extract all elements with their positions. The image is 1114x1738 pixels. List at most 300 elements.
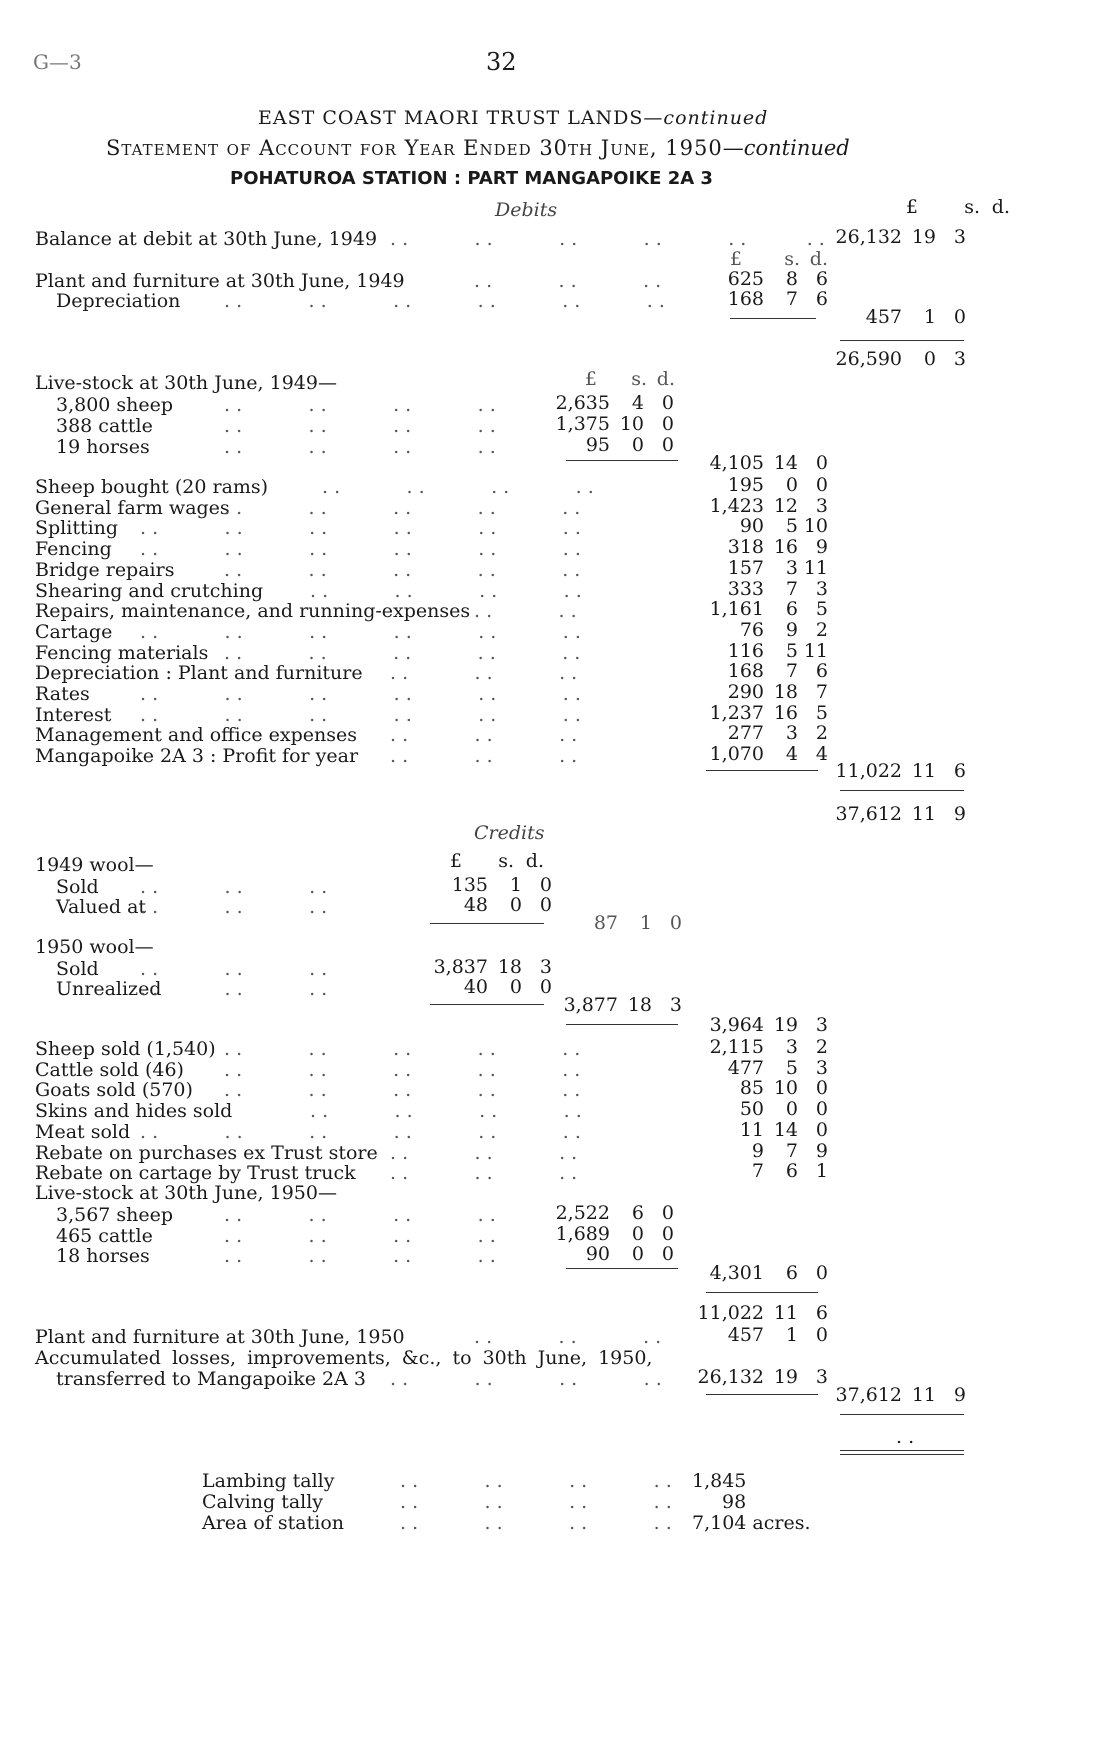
amount-pence: 2 xyxy=(815,618,828,641)
amount-shillings: 0 xyxy=(631,1243,644,1265)
amount-pence: 0 xyxy=(815,1077,828,1100)
credit-item-row-amount xyxy=(688,1160,828,1183)
amount-pence: 3 xyxy=(815,577,828,600)
credit-accum-amount xyxy=(688,1366,828,1389)
heading-line2-text: Statement of Account for Year Ended 30th June, 1950 xyxy=(106,136,723,160)
rule xyxy=(706,770,818,771)
credit-wool1950-label: 1950 wool— xyxy=(35,936,154,958)
credit-wool1949-net xyxy=(530,912,682,935)
credit-wool-total xyxy=(688,1014,828,1037)
col-head-s: s. xyxy=(784,248,800,270)
leader-dots: . . . . . . xyxy=(140,978,328,1000)
amount-shillings: 1 xyxy=(509,874,522,896)
leader-dots: . . . . . . . . xyxy=(224,1224,496,1247)
debit-item-row-label: Rates xyxy=(35,683,90,705)
amount-pounds: 9 xyxy=(751,1139,764,1162)
leader-dots: . . . . . . . . . . . . xyxy=(140,703,581,726)
col-head-d: d. xyxy=(525,850,544,872)
leader-dots: . . . . . . . . . . . . xyxy=(140,538,581,561)
leader-dots: . . . . . . . . xyxy=(400,1512,672,1534)
amount-pounds: 11 xyxy=(739,1118,764,1141)
amount-pounds: 11,022 xyxy=(697,1302,764,1324)
leader-dots: . . . . . . . . xyxy=(310,1100,582,1123)
leader-dots: . . . . xyxy=(474,600,577,623)
amount-pence: 0 xyxy=(661,413,674,435)
amount-pence: 0 xyxy=(661,1243,674,1265)
amount-pounds: 2,522 xyxy=(555,1202,610,1224)
debit-item-row-label: Fencing materials xyxy=(35,641,209,664)
amount-shillings: 9 xyxy=(785,618,798,641)
leader-dots: . . . . . . xyxy=(390,724,578,747)
debit-item-row-amount xyxy=(688,619,828,642)
rule xyxy=(840,1450,964,1451)
amount-pounds: 2,115 xyxy=(709,1036,764,1058)
rule xyxy=(706,1394,818,1395)
col-head-l: £ xyxy=(584,368,597,390)
amount-pounds: 40 xyxy=(463,976,488,998)
credit-wool1949-row-label: Sold xyxy=(56,876,99,898)
amount-pounds: 168 xyxy=(727,288,764,310)
amount-shillings: 0 xyxy=(785,474,798,496)
amount-pence: 3 xyxy=(953,226,966,248)
debit-balance-label: Balance at debit at 30th June, 1949 xyxy=(35,228,378,250)
col-head-l: £ xyxy=(729,248,742,270)
heading-line1-text: EAST COAST MAORI TRUST LANDS xyxy=(258,107,644,129)
amount-shillings: 1 xyxy=(923,306,936,328)
amount-pence: 5 xyxy=(815,598,828,621)
debit-livestock-label: Live-stock at 30th June, 1949— xyxy=(35,372,337,394)
amount-pounds: 157 xyxy=(727,556,764,579)
amount-shillings: 19 xyxy=(911,226,936,248)
amount-pounds: 135 xyxy=(451,874,488,896)
amount-pence: 0 xyxy=(815,1262,828,1284)
amount-pounds: 90 xyxy=(585,1243,610,1265)
amount-pence: 3 xyxy=(815,1366,828,1388)
debit-livestock-total xyxy=(688,452,828,475)
amount-pence: 11 xyxy=(803,556,828,579)
credit-wool1950-row-label: Unrealized xyxy=(56,978,162,1000)
amount-pounds: 195 xyxy=(727,474,764,496)
debit-plant-label: Plant and furniture at 30th June, 1949 xyxy=(35,270,405,292)
debit-item-row-amount xyxy=(688,722,828,745)
amount-pence: 6 xyxy=(953,760,966,782)
leader-dots: . . . . . . . . . . . . xyxy=(140,620,581,643)
amount-pounds: 1,161 xyxy=(709,598,764,621)
rule xyxy=(566,460,678,461)
col-head-d: d. xyxy=(809,248,828,270)
amount-pence: 2 xyxy=(815,722,828,745)
debit-item-row-amount xyxy=(688,557,828,580)
amount-shillings: 6 xyxy=(785,1160,798,1183)
tally-label: Calving tally xyxy=(202,1491,324,1513)
amount-shillings: 11 xyxy=(911,1384,936,1406)
amount-shillings: 14 xyxy=(773,1118,798,1141)
amount-shillings: 10 xyxy=(773,1077,798,1100)
amount-pence: 10 xyxy=(803,515,828,538)
amount-pence: 0 xyxy=(661,1222,674,1245)
debit-item-row-label: Shearing and crutching xyxy=(35,579,264,602)
amount-shillings: 10 xyxy=(619,413,644,435)
credit-item-row-amount xyxy=(688,1140,828,1163)
amount-shillings: 0 xyxy=(509,894,522,916)
amount-shillings: 7 xyxy=(785,288,798,310)
tally-label: Lambing tally xyxy=(202,1470,335,1492)
amount-shillings: 18 xyxy=(627,994,652,1016)
leader-dots: . . . . . . . . xyxy=(224,1204,496,1226)
amount-shillings: 12 xyxy=(773,494,798,517)
credit-livestock-label: Live-stock at 30th June, 1950— xyxy=(35,1182,337,1204)
amount-pence: 4 xyxy=(815,743,828,766)
credit-wool1949-label: 1949 wool— xyxy=(35,854,154,876)
amount-pounds: 1,689 xyxy=(555,1222,610,1245)
debit-balance-amount xyxy=(812,226,966,249)
debit-item-row-label: Depreciation : Plant and furniture xyxy=(35,662,363,685)
leader-dots: . . . . . . . . xyxy=(224,394,496,416)
leader-dots: . . . . . . . . xyxy=(224,436,496,458)
tally-label: Area of station xyxy=(202,1512,345,1534)
amount-pounds: 4,105 xyxy=(709,452,764,474)
debit-item-row-label: General farm wages xyxy=(35,496,230,519)
amount-shillings: 7 xyxy=(785,1139,798,1162)
credit-item-row-amount xyxy=(688,1098,828,1121)
amount-pence: 6 xyxy=(815,660,828,683)
amount-pounds: 90 xyxy=(739,515,764,538)
debit-livestock-row-amount xyxy=(550,434,674,457)
debit-livestock-row-label: 19 horses xyxy=(56,436,150,458)
leader-dots: . . . . . . . . . . . . xyxy=(390,228,825,250)
leader-dots: . . . . . . . . xyxy=(224,1245,496,1267)
credit-wool1949-row-label: Valued at xyxy=(56,896,147,918)
amount-pounds: 26,590 xyxy=(835,348,902,370)
debit-item-row-amount xyxy=(688,598,828,621)
amount-pounds: 37,612 xyxy=(835,1384,902,1406)
tally-value: 1,845 xyxy=(692,1470,747,1492)
amount-pence: 7 xyxy=(815,681,828,703)
heading-line2 xyxy=(106,137,850,160)
credit-item-row-label: Sheep sold (1,540) xyxy=(35,1038,216,1060)
col-head-s: s. xyxy=(498,850,514,872)
rule xyxy=(430,1004,544,1005)
amount-shillings: 19 xyxy=(773,1014,798,1036)
col-head-livestock xyxy=(572,368,675,391)
leader-dots: . . . . . . xyxy=(140,876,328,898)
amount-pence: 0 xyxy=(815,1324,828,1346)
amount-shillings: 1 xyxy=(785,1324,798,1346)
amount-pounds: 26,132 xyxy=(697,1366,764,1388)
amount-shillings: 7 xyxy=(785,577,798,600)
credit-item-row-label: Goats sold (570) xyxy=(35,1079,193,1102)
amount-shillings: 6 xyxy=(785,1262,798,1284)
credit-item-row-label: Cattle sold (46) xyxy=(35,1058,184,1081)
amount-pence: 0 xyxy=(661,1202,674,1224)
debit-grand-total xyxy=(812,803,966,826)
amount-shillings: 0 xyxy=(509,976,522,998)
leader-dots: . . . . . . . . . . . . xyxy=(140,517,581,540)
tally-value: 7,104 acres. xyxy=(692,1512,811,1534)
amount-shillings: 4 xyxy=(631,392,644,414)
amount-pounds: 48 xyxy=(463,894,488,916)
credit-plant-amount xyxy=(688,1324,828,1347)
debit-item-row-label: Splitting xyxy=(35,517,119,540)
heading-line1 xyxy=(258,107,768,130)
debit-item-row-amount xyxy=(688,578,828,601)
credit-item-row-label: Skins and hides sold xyxy=(35,1100,233,1123)
rule xyxy=(566,1268,678,1269)
amount-pounds: 333 xyxy=(727,577,764,600)
amount-pounds: 318 xyxy=(727,536,764,559)
leader-dots: . . . . . . xyxy=(140,958,328,980)
rule xyxy=(430,923,544,924)
credit-livestock-row-label: 3,567 sheep xyxy=(56,1204,174,1226)
leader-dots: . . . . . . . . xyxy=(310,579,582,602)
amount-pence: 6 xyxy=(815,268,828,290)
col-head-l: £ xyxy=(449,850,462,872)
debit-livestock-row-label: 3,800 sheep xyxy=(56,394,174,416)
leader-dots: . . . . . . . . xyxy=(400,1470,672,1492)
amount-pounds: 477 xyxy=(727,1056,764,1079)
rule xyxy=(730,318,816,319)
amount-pence: 2 xyxy=(815,1036,828,1058)
amount-shillings: 5 xyxy=(785,515,798,538)
tally-value: 98 xyxy=(722,1491,747,1513)
debit-depreciation-amount xyxy=(706,288,828,311)
credit-wool1950-total xyxy=(530,994,682,1017)
amount-pence: 0 xyxy=(815,1098,828,1121)
amount-shillings: 16 xyxy=(773,536,798,559)
debit-item-row-label: Repairs, maintenance, and running-expenses xyxy=(35,600,471,623)
debit-item-row-label: Bridge repairs xyxy=(35,558,175,581)
amount-shillings: 19 xyxy=(773,1366,798,1388)
leader-dots: . . . . . . . . xyxy=(322,476,594,498)
debit-item-row-label: Cartage xyxy=(35,620,113,643)
debit-item-row-amount xyxy=(688,681,828,704)
amount-shillings: 14 xyxy=(773,452,798,474)
col-head-wool xyxy=(448,850,544,873)
amount-shillings: 6 xyxy=(631,1202,644,1224)
amount-pence: 0 xyxy=(539,874,552,896)
amount-pence: 0 xyxy=(661,434,674,456)
amount-shillings: 16 xyxy=(773,701,798,724)
amount-shillings: 0 xyxy=(785,1098,798,1121)
amount-pounds: 1,375 xyxy=(555,413,610,435)
col-head-l: £ xyxy=(905,196,918,218)
amount-pounds: 457 xyxy=(865,306,902,328)
credit-wool1950-row-label: Sold xyxy=(56,958,99,980)
amount-pence: 0 xyxy=(953,306,966,328)
heading-line3: POHATUROA STATION : PART MANGAPOIKE 2A 3 xyxy=(230,168,713,189)
leader-dots: . . . . . . . . . . . . xyxy=(140,683,581,705)
amount-shillings: 11 xyxy=(911,803,936,825)
amount-pence: 0 xyxy=(539,894,552,916)
amount-pounds: 116 xyxy=(727,639,764,662)
amount-pounds: 3,877 xyxy=(563,994,618,1016)
amount-pence: 0 xyxy=(661,392,674,414)
leader-dots: . . . . . . . . xyxy=(224,415,496,437)
credit-item-row-amount xyxy=(688,1057,828,1080)
amount-pounds: 277 xyxy=(727,722,764,745)
amount-pounds: 37,612 xyxy=(835,803,902,825)
amount-pence: 3 xyxy=(953,348,966,370)
debit-item-row-label: Management and office expenses xyxy=(35,724,357,747)
amount-pence: 3 xyxy=(539,956,552,978)
debit-item-row-amount xyxy=(688,536,828,559)
amount-shillings: 18 xyxy=(773,681,798,703)
amount-shillings: 4 xyxy=(785,743,798,766)
debit-item-row-label: Sheep bought (20 rams) xyxy=(35,476,269,498)
amount-pounds: 168 xyxy=(727,660,764,683)
leader-dots: . . . . . . xyxy=(390,1141,578,1164)
credit-plant-label: Plant and furniture at 30th June, 1950 xyxy=(35,1326,405,1348)
amount-pounds: 3,837 xyxy=(433,956,488,978)
amount-shillings: 3 xyxy=(785,556,798,579)
amount-pence: 3 xyxy=(815,1056,828,1079)
debit-item-row-amount xyxy=(688,660,828,683)
debit-livestock-row-amount xyxy=(550,413,674,436)
amount-pence: 9 xyxy=(953,1384,966,1406)
col-head-s: s. xyxy=(631,368,647,390)
leader-dots: . . . . . . . . . . xyxy=(224,1038,581,1060)
amount-pence: 11 xyxy=(803,639,828,662)
amount-shillings: 8 xyxy=(785,268,798,290)
amount-shillings: 3 xyxy=(785,722,798,745)
amount-pounds: 95 xyxy=(585,434,610,456)
amount-pence: 3 xyxy=(669,994,682,1016)
leader-dots: . . . . . . . . . . . . xyxy=(224,290,665,312)
credit-item-row-label: Meat sold xyxy=(35,1120,131,1143)
rule xyxy=(840,1454,964,1455)
col-head-d: d. xyxy=(656,368,675,390)
amount-shillings: 7 xyxy=(785,660,798,683)
amount-shillings: 0 xyxy=(631,1222,644,1245)
credit-subtotal xyxy=(688,1302,828,1325)
amount-pence: 9 xyxy=(953,803,966,825)
amount-shillings: 5 xyxy=(785,1056,798,1079)
page-number: 32 xyxy=(486,48,517,76)
rule xyxy=(840,790,964,791)
amount-pence: 9 xyxy=(815,536,828,559)
credit-livestock-row-label: 18 horses xyxy=(56,1245,150,1267)
debit-item-row-amount xyxy=(688,702,828,725)
debit-item-row-amount xyxy=(688,495,828,518)
debits-title: Debits xyxy=(495,199,558,221)
leader-dots: . . . . . . . . . . xyxy=(224,558,581,581)
credit-item-row-label: Rebate on purchases ex Trust store xyxy=(35,1141,378,1164)
amount-pence: 5 xyxy=(815,701,828,724)
debit-depreciation-label: Depreciation xyxy=(56,290,181,312)
leader-dots: . . . . . . . . . . xyxy=(224,1079,581,1102)
amount-pence: 1 xyxy=(815,1160,828,1183)
amount-shillings: 18 xyxy=(497,956,522,978)
amount-shillings: 11 xyxy=(773,1302,798,1324)
credit-item-row-amount xyxy=(688,1077,828,1100)
leader-dots: . . . . . . xyxy=(390,745,578,768)
leader-dots: . . . . . . . . . . xyxy=(224,1058,581,1081)
amount-pence: 3 xyxy=(815,494,828,517)
amount-pounds: 11,022 xyxy=(835,760,902,782)
amount-pence: 0 xyxy=(815,452,828,474)
amount-pounds: 1,423 xyxy=(709,494,764,517)
amount-shillings: 0 xyxy=(631,434,644,456)
amount-pounds: 457 xyxy=(727,1324,764,1346)
amount-pence: 0 xyxy=(539,976,552,998)
col-head-d: d. xyxy=(991,196,1010,218)
amount-pounds: 85 xyxy=(739,1077,764,1100)
amount-shillings: 5 xyxy=(785,639,798,662)
debit-item-row-amount xyxy=(688,640,828,663)
amount-pounds: 76 xyxy=(739,618,764,641)
leader-dots: . . . . . . . . xyxy=(390,1368,662,1390)
debit-item-row-label: Interest xyxy=(35,703,112,726)
leader-dots: . . . . . . xyxy=(474,1326,662,1348)
debit-item-row-amount xyxy=(688,743,828,766)
heading-line1-cont: —continued xyxy=(643,107,769,129)
leader-dots: . . . . . . xyxy=(140,896,328,918)
amount-pounds: 1,070 xyxy=(709,743,764,766)
credit-item-row-label: Rebate on cartage by Trust truck xyxy=(35,1162,356,1185)
heading-line2-cont: —continued xyxy=(722,136,850,160)
amount-pence: 0 xyxy=(815,1118,828,1141)
debit-subtotal1-amount xyxy=(812,348,966,371)
credit-livestock-total xyxy=(688,1262,828,1285)
col-head-main xyxy=(868,196,1010,219)
rule xyxy=(706,1292,818,1293)
amount-pounds: 625 xyxy=(727,268,764,290)
amount-pounds: 1,237 xyxy=(709,701,764,724)
credit-item-row-amount xyxy=(688,1119,828,1142)
amount-pence: 9 xyxy=(815,1139,828,1162)
debit-livestock-row-amount xyxy=(550,392,674,415)
debit-item-row-amount xyxy=(688,515,828,538)
amount-shillings: 11 xyxy=(911,760,936,782)
debit-livestock-row-label: 388 cattle xyxy=(56,415,153,437)
debit-item-row-label: Mangapoike 2A 3 : Profit for year xyxy=(35,745,359,768)
amount-pence: 3 xyxy=(815,1014,828,1036)
amount-pounds: 7 xyxy=(751,1160,764,1183)
amount-shillings: 0 xyxy=(923,348,936,370)
amount-pence: 0 xyxy=(815,474,828,496)
debit-item-row-amount xyxy=(688,474,828,497)
credit-end-dots: . . xyxy=(896,1426,915,1448)
credits-title: Credits xyxy=(474,822,545,844)
amount-pence: 6 xyxy=(815,1302,828,1324)
amount-pounds: 87 xyxy=(593,912,618,934)
credit-accum-label2: transferred to Mangapoike 2A 3 xyxy=(56,1368,366,1390)
amount-pounds: 50 xyxy=(739,1098,764,1121)
credit-accum-label1: Accumulated losses, improvements, &c., to 30th June, 1950, xyxy=(35,1347,653,1369)
amount-pounds: 4,301 xyxy=(709,1262,764,1284)
credit-item-row-amount xyxy=(688,1036,828,1059)
page-ref: G—3 xyxy=(33,50,82,74)
leader-dots: . . . . . . . . . . xyxy=(224,496,581,519)
leader-dots: . . . . . . xyxy=(390,1162,578,1185)
rule xyxy=(840,1414,964,1415)
amount-pounds: 290 xyxy=(727,681,764,703)
leader-dots: . . . . . . xyxy=(474,270,662,292)
debit-items-total xyxy=(812,760,966,783)
leader-dots: . . . . . . xyxy=(390,662,578,685)
debit-plant-net-amount xyxy=(812,306,966,329)
amount-pounds: 26,132 xyxy=(835,226,902,248)
amount-pence: 6 xyxy=(815,288,828,310)
leader-dots: . . . . . . . . . . . . xyxy=(140,1120,581,1143)
amount-shillings: 3 xyxy=(785,1036,798,1058)
credit-livestock-row-label: 465 cattle xyxy=(56,1224,153,1247)
credit-grand-total xyxy=(812,1384,966,1407)
amount-pounds: 3,964 xyxy=(709,1014,764,1036)
col-head-s: s. xyxy=(964,196,980,218)
debit-item-row-label: Fencing xyxy=(35,538,112,561)
rule xyxy=(840,340,964,341)
